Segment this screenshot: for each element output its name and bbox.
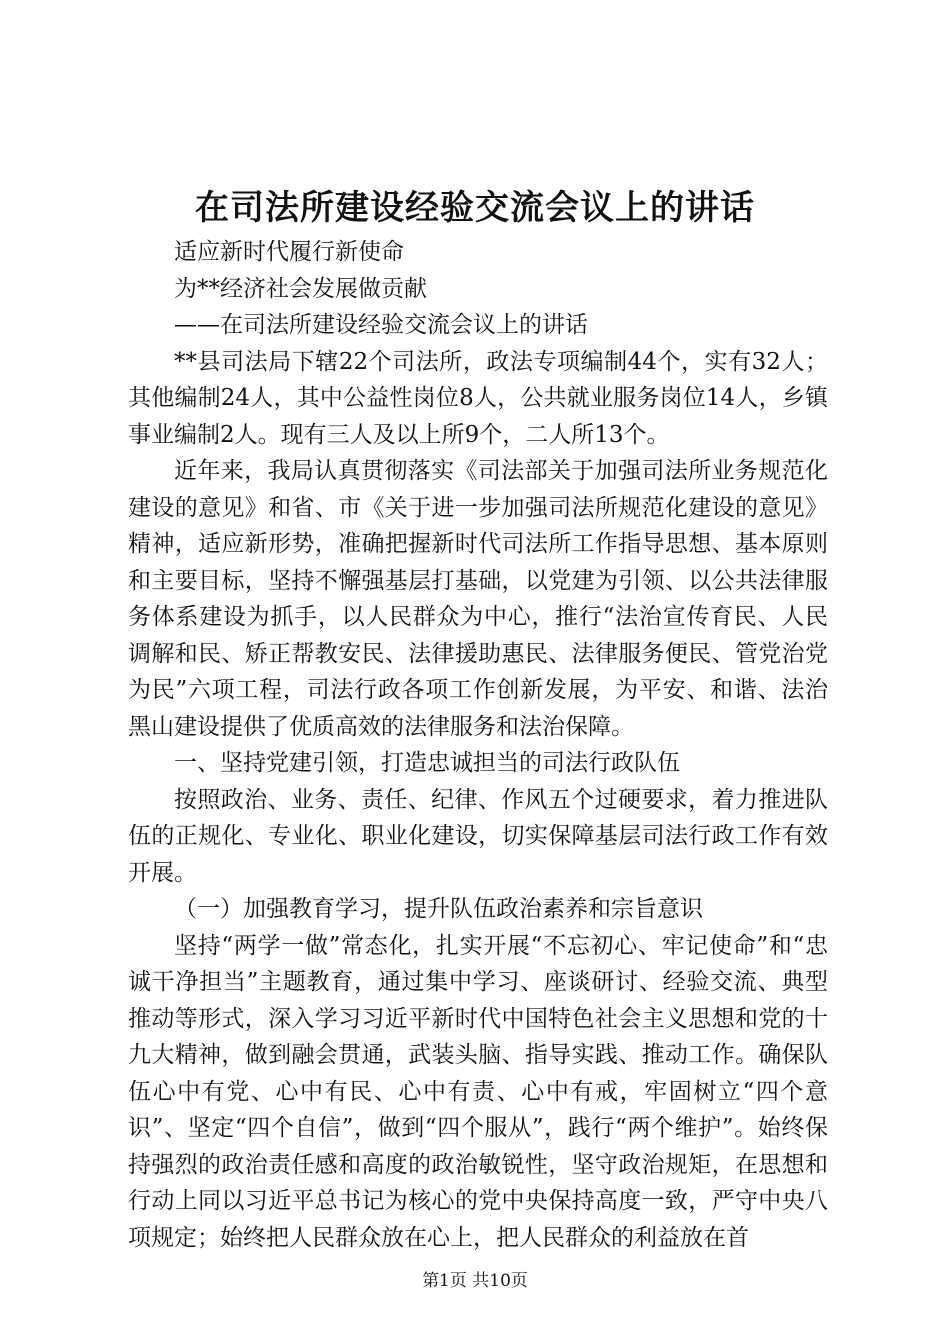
section-heading: 一、坚持党建引领，打造忠诚担当的司法行政队伍	[174, 750, 680, 776]
subtitle-line-3: ——在司法所建设经验交流会议上的讲话	[174, 312, 588, 338]
subtitle-line-1: 适应新时代履行新使命	[174, 239, 404, 265]
body-paragraph: 按照政治、业务、责任、纪律、作风五个过硬要求，着力推进队伍的正规化、专业化、职业化建设，切实保障基层司法行政工作有效开展。	[128, 786, 828, 886]
body-paragraph: **县司法局下辖22个司法所，政法专项编制44个，实有32人；其他编制24人，其中公益性岗位8人，公共就业服务岗位14人，乡镇事业编制2人。现有三人及以上所9个，二人所13个。	[128, 348, 828, 448]
subsection-heading: （一）加强教育学习，提升队伍政治素养和宗旨意识	[174, 896, 703, 922]
body-paragraph: 近年来，我局认真贯彻落实《司法部关于加强司法所业务规范化建设的意见》和省、市《关于进一步加强司法所规范化建设的意见》精神，适应新形势，准确把握新时代司法所工作指导思想、基本原则和主要目标，坚持不懈强基层打基础，以党建为引领、以公共法律服务体系建设为抓手，以人民群众为中心，推行“法治宣传育民、人民调解和民、矫正帮教安民、法律援助惠民、法律服务便民、管党治党为民”六项工程，司法行政各项工作创新发展，为平安、和谐、法治黑山建设提供了优质高效的法律服务和法治保障。	[128, 458, 828, 740]
subtitle-line-2: 为**经济社会发展做贡献	[174, 275, 427, 302]
document-title: 在司法所建设经验交流会议上的讲话	[195, 188, 755, 228]
body-paragraph: 坚持“两学一做”常态化，扎实开展“不忘初心、牢记使命”和“忠诚干净担当”主题教育，通过集中学习、座谈研讨、经验交流、典型推动等形式，深入学习习近平新时代中国特色社会主义思想和党的十九大精神，做到融会贯通，武装头脑、指导实践、推动工作。确保队伍心中有党、心中有民、心中有责、心中有戒，牢固树立“四个意识”、坚定“四个自信”，做到“四个服从”，践行“两个维护”。始终保持强烈的政治责任感和高度的政治敏锐性，坚守政治规矩，在思想和行动上同以习近平总书记为核心的党中央保持高度一致，严守中央八项规定；始终把人民群众放在心上，把人民群众的利益放在首	[128, 932, 828, 1251]
document-body	[128, 234, 828, 1256]
page-footer: 第1页 共10页	[422, 1271, 528, 1291]
